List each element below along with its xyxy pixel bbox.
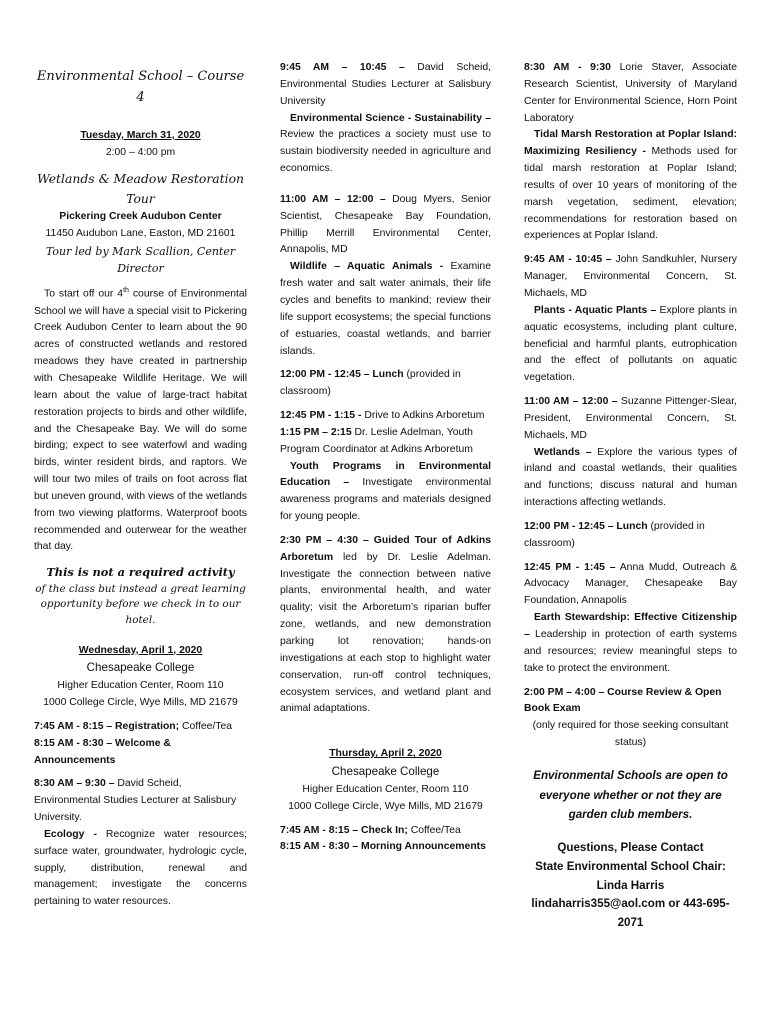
session-8-desc: Wetlands – Explore the various types of inland and coastal wetlands, their qualities and functions; discuss natural and human interactions affecting wetlands.	[524, 446, 738, 509]
tour-leader: Tour led by Mark Scallion, Center Director	[45, 244, 236, 276]
session-4-speaker: 1:15 PM – 2:15 Dr. Leslie Adelman, Youth Program Coordinator at Adkins Arboretum	[280, 426, 473, 455]
day3-building: Higher Education Center, Room 110	[302, 783, 469, 795]
venue-name: Pickering Creek Audubon Center	[59, 210, 222, 222]
welcome-line: 8:15 AM - 8:30 – Welcome & Announcements	[34, 737, 171, 766]
session-6-desc: Tidal Marsh Restoration at Poplar Island: Maximizing Resiliency - Methods used for tidal marsh restoration at Poplar Island; results of over 10 years of monitoring of the marsh vegetation, sediment, elevation; recommendations for restoration based on experiences at Poplar Island.	[524, 129, 737, 242]
session-6-speaker: 8:30 AM - 9:30 Lorie Staver, Associate Research Scientist, University of Maryland Center for Environmental Science, Horn Point Laboratory	[524, 62, 737, 124]
session-5-desc: 2:30 PM – 4:30 – Guided Tour of Adkins Arboretum led by Dr. Leslie Adelman. Investigate the connection between native plants, environmental health, and water quality; visit the Arboretum’s riparian buffer zone, wetlands, and new demonstration parking lot renovation; hands-on investigations at each stop to highlight water conservation, run-off control techniques, ecosystem services, and wetland plant and animal adaptations.	[280, 534, 491, 715]
day2-date: Wednesday, April 1, 2020	[78, 644, 203, 656]
session-2-desc: Environmental Science - Sustainability – Review the practices a society must use to sustain biodiversity needed in agriculture and economics.	[280, 112, 491, 175]
day1-time: 2:00 – 4:00 pm	[105, 146, 176, 158]
lunch-line-day3: 12:00 PM - 12:45 – Lunch (provided in classroom)	[524, 520, 705, 549]
day3-venue: Chesapeake College	[331, 765, 440, 779]
day3-address: 1000 College Circle, Wye Mills, MD 21679	[288, 800, 483, 812]
session-9-speaker: 12:45 PM - 1:45 – Anna Mudd, Outreach & Advocacy Manager, Chesapeake Bay Foundation, Annapolis	[524, 561, 738, 607]
registration-line: 7:45 AM - 8:15 – Registration; Coffee/Tea	[34, 720, 233, 732]
session-3-desc: Wildlife – Aquatic Animals - Examine fresh water and salt water animals, their life cycles and benefits to mankind; review their life support ecosystems; the special functions of estuaries, coastal wetlands, and barrier islands.	[280, 261, 491, 357]
column-1	[34, 60, 247, 911]
day2-building: Higher Education Center, Room 110	[57, 680, 224, 692]
lunch-line: 12:00 PM - 12:45 – Lunch (provided in classroom)	[280, 369, 461, 398]
course-title: Environmental School – Course 4	[36, 69, 245, 106]
course-review-line: 2:00 PM – 4:00 – Course Review & Open Book Exam	[524, 686, 722, 715]
session-1-desc: Ecology - Recognize water resources; surface water, groundwater, hydrologic cycle, supply, distribution, renewal and management; investigate the concerns pertaining to water resources.	[34, 828, 247, 908]
column-3	[524, 60, 737, 933]
session-3-speaker: 11:00 AM – 12:00 – Doug Myers, Senior Scientist, Chesapeake Bay Foundation, Phillip Merrill Environmental Center, Annapolis, MD	[280, 193, 491, 256]
session-4-desc: Youth Programs in Environmental Education – Investigate environmental awareness programs and materials designed for young people.	[280, 460, 492, 523]
course-review-note: (only required for those seeking consultant status)	[532, 720, 729, 749]
column-2	[280, 60, 491, 856]
open-to-everyone-note: Environmental Schools are open to everyone whether or not they are garden club members.	[533, 768, 728, 822]
day2-address: 1000 College Circle, Wye Mills, MD 21679	[43, 697, 238, 709]
day3-date: Thursday, April 2, 2020	[329, 748, 442, 760]
venue-address: 11450 Audubon Lane, Easton, MD 21601	[45, 227, 236, 239]
drive-line: 12:45 PM - 1:15 - Drive to Adkins Arboretum	[280, 410, 485, 422]
chair-contact: lindaharris355@aol.com or 443-695-2071	[531, 897, 730, 930]
tour-title: Wetlands & Meadow Restoration Tour	[36, 170, 245, 206]
session-8-speaker: 11:00 AM – 12:00 – Suzanne Pittenger-Slear, President, Environmental Concern, St. Michaels, MD	[524, 396, 737, 441]
intro-paragraph: To start off our 4th course of Environmental School we will have a special visit to Pickering Creek Audubon Center to learn about the 90 acres of constructed wetlands and restored meadows they have created in partnership with Chesapeake Wildlife Heritage. We will learn about the value of large-tract habitat restoration projects to birds and other wildlife, and the Chesapeake Bay. We will do some birding; expect to see waterfowl and wading birds, winter resident birds, and raptors. We will tour two miles of trails on foot across flat but uneven ground, with views of the wetlands from two viewing platforms. Waterproof boots recommended and outerwear for the weather that day.	[34, 287, 247, 553]
session-2-speaker: 9:45 AM – 10:45 – David Scheid, Environmental Studies Lecturer at Salisbury University	[280, 62, 491, 107]
not-required-heading: This is not a required activity	[46, 565, 235, 580]
day2-venue: Chesapeake College	[86, 661, 195, 675]
chair-name: State Environmental School Chair: Linda Harris	[535, 859, 726, 892]
not-required-note: of the class but instead a great learning opportunity before we check in to our hotel.	[35, 582, 246, 626]
session-7-desc: Plants - Aquatic Plants – Explore plants in aquatic ecosystems, including plant culture, beneficial and harmful plants, eutrophication and the effect of pollutants on aquatic vegetation.	[524, 304, 737, 384]
session-9-desc: Earth Stewardship: Effective Citizenship – Leadership in protection of earth systems and resources; review meaningful steps to take to protect the environment.	[524, 612, 737, 674]
day1-date: Tuesday, March 31, 2020	[80, 130, 201, 142]
questions-heading: Questions, Please Contact	[557, 841, 704, 855]
morning-announcements: 8:15 AM - 8:30 – Morning Announcements	[280, 841, 486, 853]
checkin-line: 7:45 AM - 8:15 – Check In; Coffee/Tea	[280, 824, 461, 836]
session-1-speaker: 8:30 AM – 9:30 – David Scheid, Environmental Studies Lecturer at Salisbury University.	[34, 778, 237, 824]
session-7-speaker: 9:45 AM - 10:45 – John Sandkuhler, Nursery Manager, Environmental Concern, St. Michaels, MD	[524, 254, 737, 299]
